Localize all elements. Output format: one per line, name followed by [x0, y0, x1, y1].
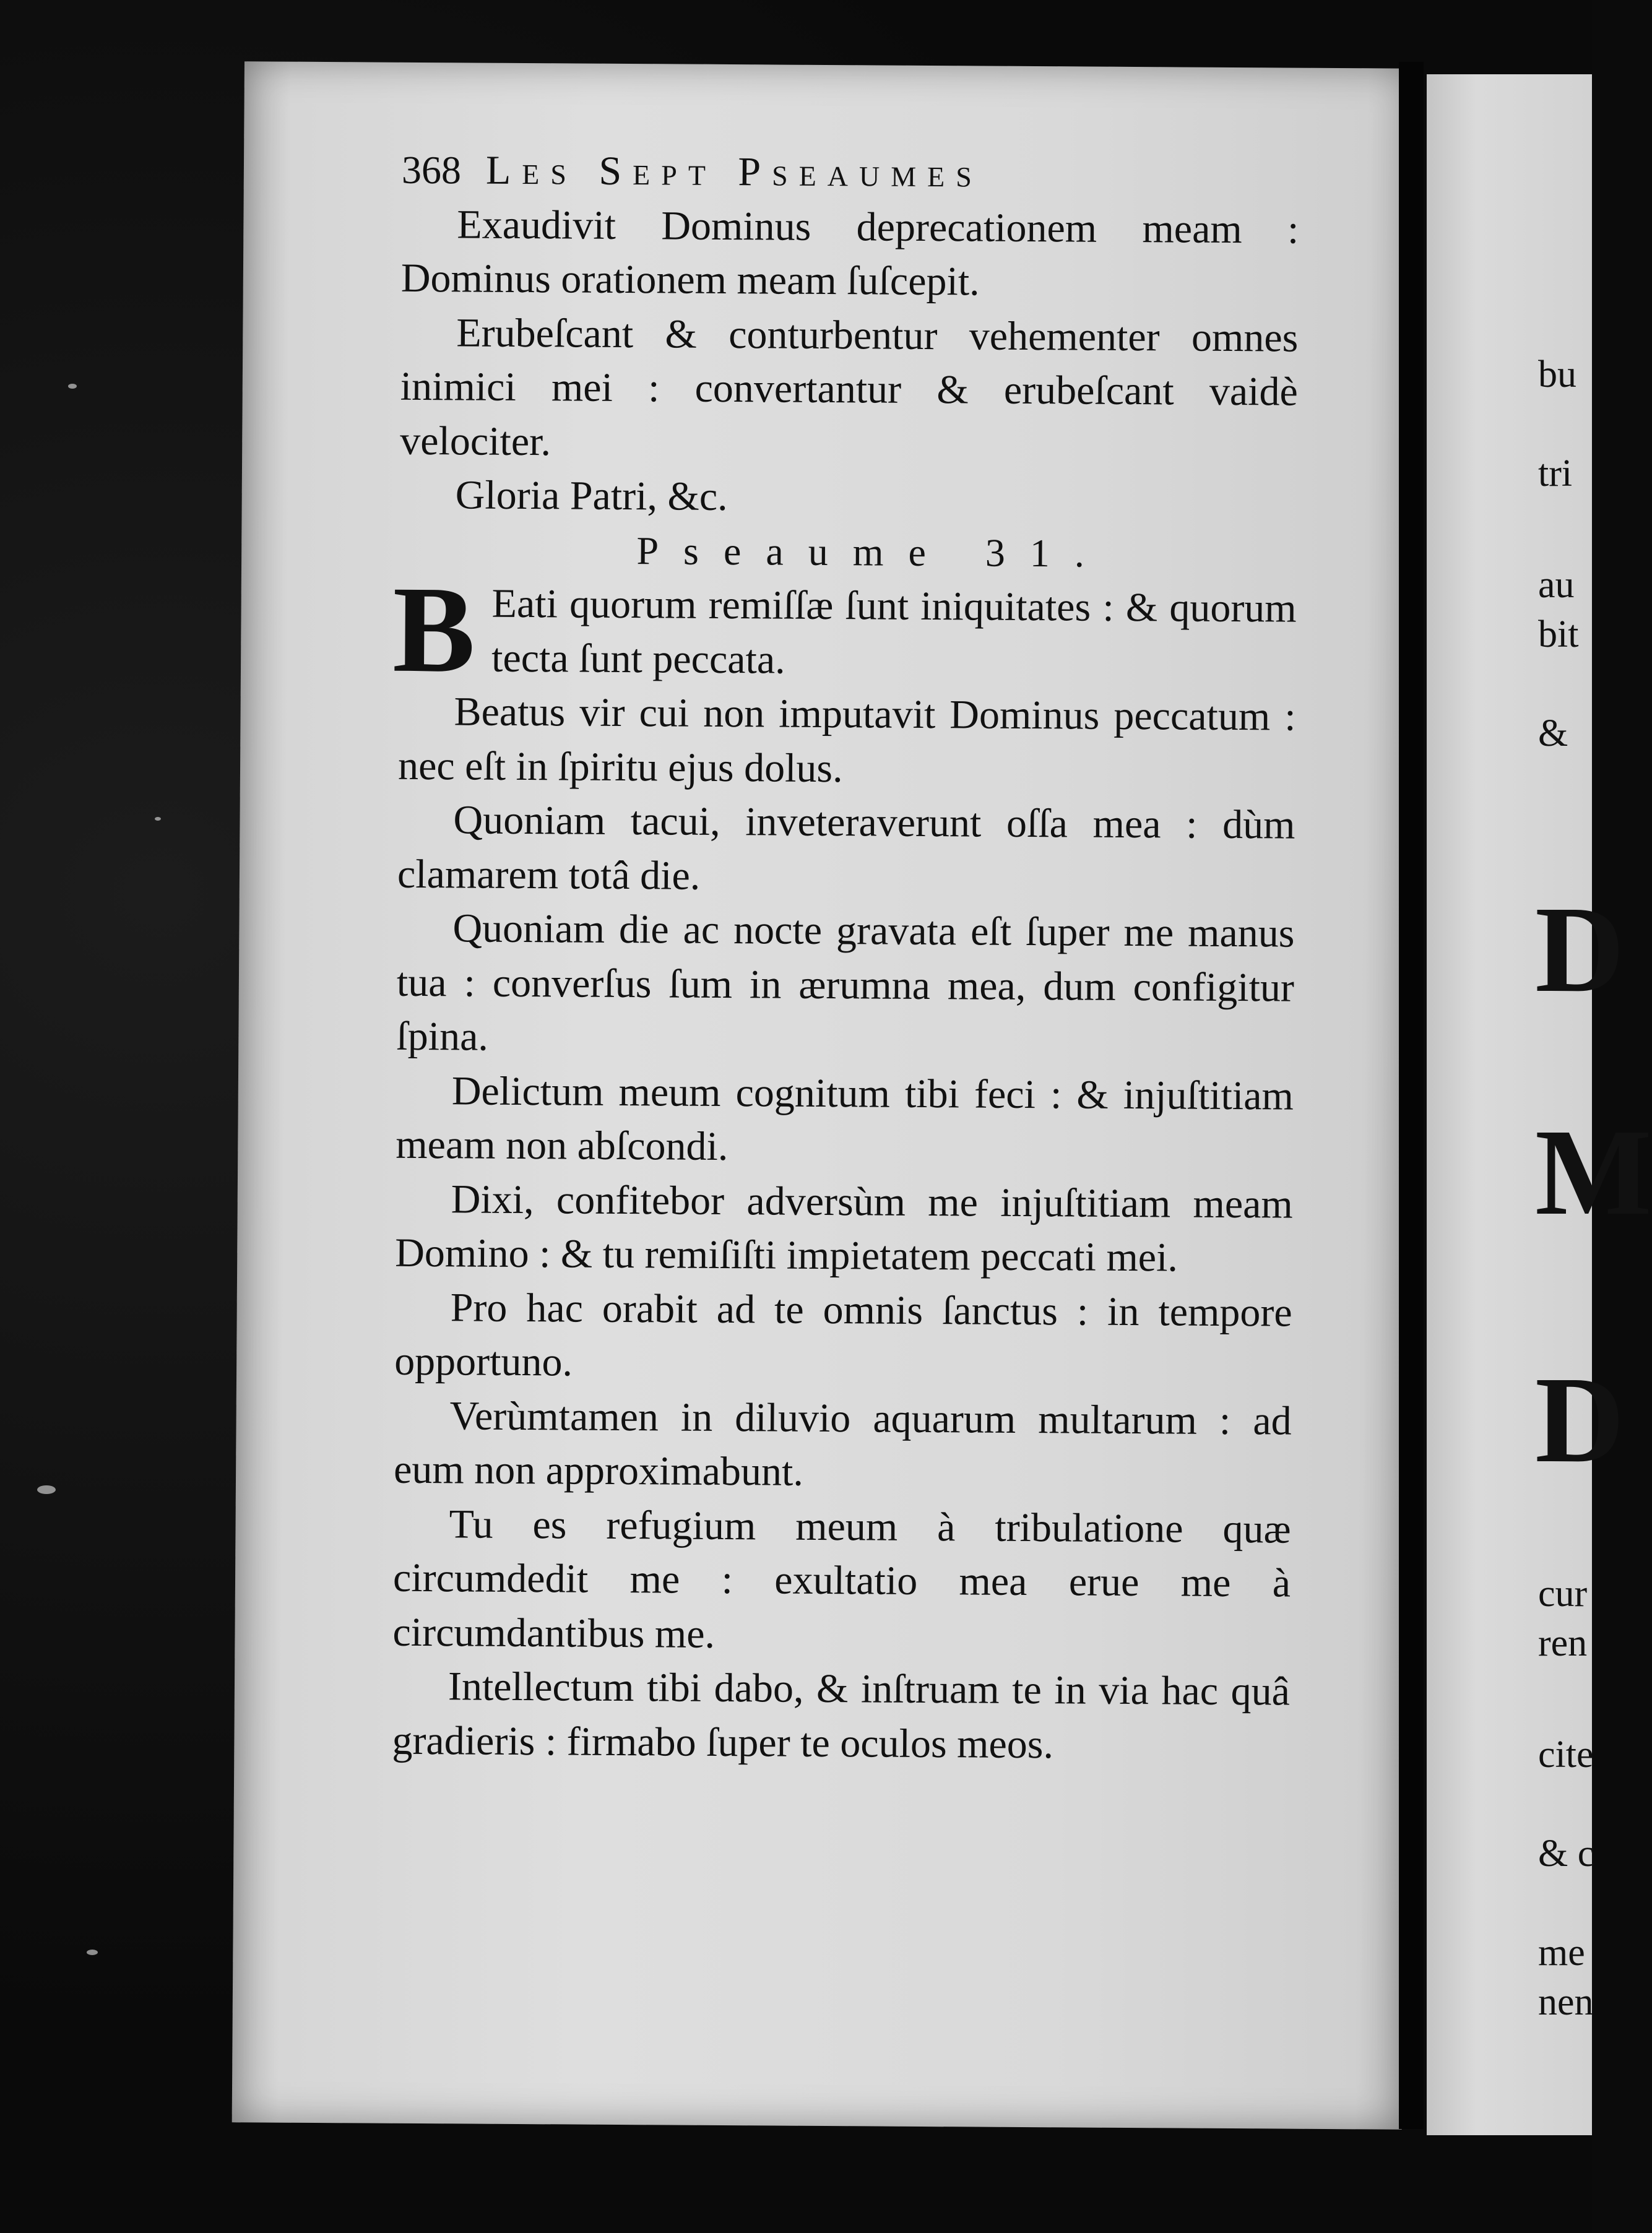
- facing-page-edge: [1427, 74, 1652, 2135]
- verse: Beatus vir cui non imputavit Dominus peccatum : nec eſt in ſpiritu ejus dolus.: [397, 689, 1296, 791]
- verse: Quoniam die ac nocte gravata eſt ſuper me manus tua : converſus ſum in ærumna mea, dum configitur ſpina.: [396, 905, 1295, 1060]
- verse: Delictum meum cognitum tibi feci : & injuſtitiam meam non abſcondi.: [396, 1068, 1294, 1170]
- page-text: [392, 143, 1299, 1773]
- page-header: [402, 143, 1300, 202]
- facing-page-fragment: nen: [1538, 1981, 1594, 2023]
- scan-speck: [68, 384, 77, 389]
- verse: Tu es refugium meum à tribulatione quæ circumdedit me : exultatio mea erue me à circumdantibus me.: [392, 1501, 1291, 1657]
- facing-page-initial: D: [1535, 1352, 1625, 1488]
- facing-page-fragment: tri: [1538, 452, 1573, 495]
- facing-page-fragment: cur: [1538, 1573, 1588, 1615]
- verse: Quoniam tacui, inveteraverunt oſſa mea : dùm clamarem totâ die.: [397, 797, 1295, 899]
- verse: Erubeſcant & conturbentur vehementer omnes inimici mei : convertantur & erubeſcant vaidè velociter.: [400, 309, 1299, 464]
- drop-cap: B: [392, 561, 476, 699]
- page-gutter: [1399, 62, 1424, 2129]
- facing-page-fragment: & c: [1538, 1833, 1595, 1875]
- facing-page-fragment: au: [1538, 564, 1575, 606]
- facing-page-initial: M: [1535, 1104, 1652, 1241]
- scan-speck: [155, 817, 161, 821]
- verse: Intellectum tibi dabo, & inſtruam te in via hac quâ gradieris : firmabo ſuper te oculos meos.: [392, 1664, 1291, 1767]
- facing-page-fragment: cite: [1538, 1734, 1594, 1776]
- first-verse-text: Eati quorum remiſſæ ſunt iniquitates : & quorum tecta ſunt peccata.: [491, 581, 1297, 683]
- scan-speck: [37, 1485, 56, 1494]
- facing-page-initial: D: [1535, 881, 1625, 1018]
- verse: Pro hac orabit ad te omnis ſanctus : in tempore opportuno.: [394, 1284, 1292, 1385]
- verse: Verùmtamen in diluvio aquarum multarum : ad eum non approximabunt.: [393, 1393, 1292, 1495]
- scan-speck: [87, 1950, 98, 1955]
- verse: Dixi, confitebor adversùm me injuſtitiam meam Domino : & tu remiſiſti impietatem peccati mei.: [395, 1176, 1293, 1281]
- facing-page-fragment: bu: [1538, 353, 1576, 395]
- psalm-title: Pseaume 31.: [636, 528, 1110, 576]
- gloria-line: Gloria Patri, &c.: [455, 472, 728, 520]
- first-verse: [392, 561, 1297, 699]
- facing-page-fragment: &: [1538, 712, 1568, 754]
- verse: Exaudivit Dominus deprecationem meam : Dominus orationem meam ſuſcepit.: [400, 201, 1299, 304]
- running-head: Les Sept Pseaumes: [485, 147, 984, 196]
- facing-page-fragment: me: [1538, 1932, 1585, 1974]
- page-number: 368: [401, 147, 462, 192]
- book-page: [232, 61, 1414, 2129]
- facing-page-fragment: bit: [1538, 613, 1579, 655]
- facing-page-fragment: ren: [1538, 1622, 1588, 1664]
